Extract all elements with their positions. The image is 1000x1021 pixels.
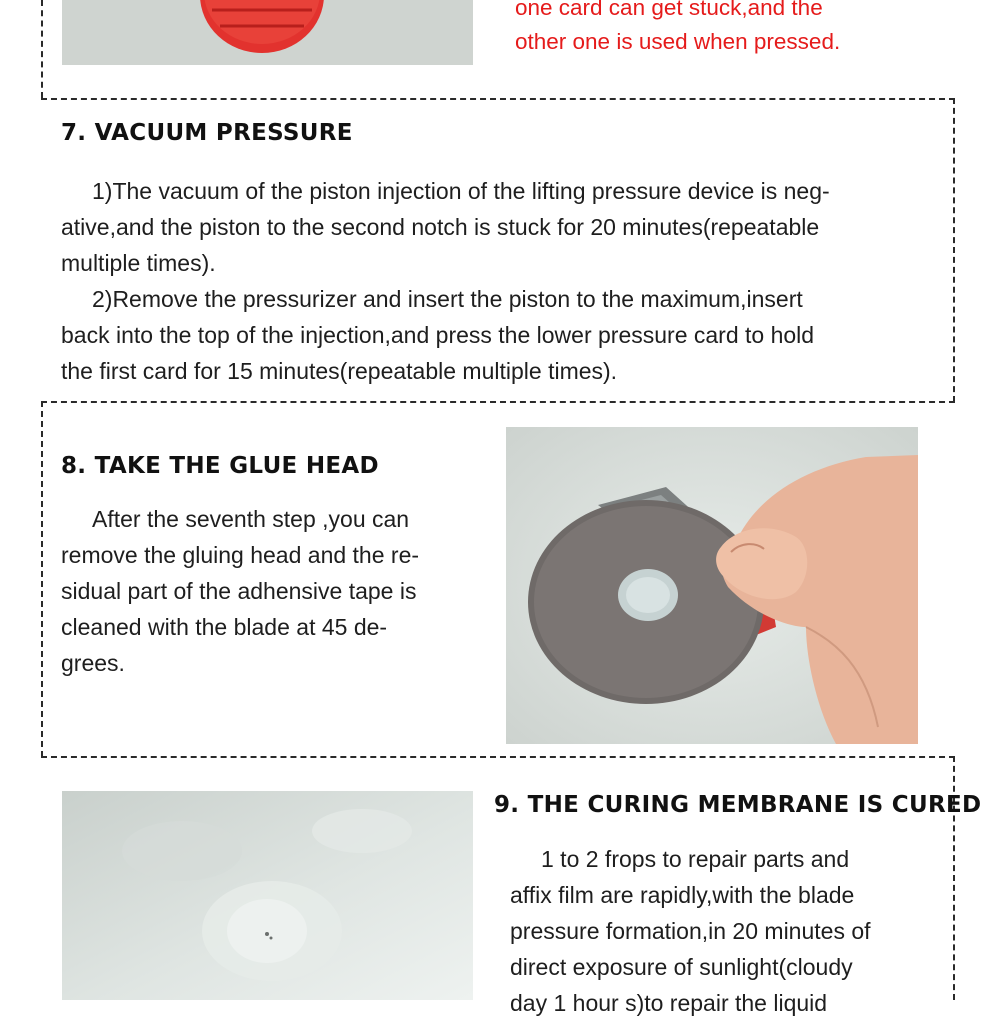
body-line: After the seventh step ,you can [92,506,410,532]
body-line: grees. [61,650,125,676]
top-note-line: other one is used when pressed. [515,29,841,54]
border-segment [41,401,43,757]
body-line: sidual part of the adhensive tape is [61,578,417,604]
hand-removing-glue-head-photo [506,427,918,744]
body-line: day 1 hour s)to repair the liquid [510,990,828,1016]
body-line: the first card for 15 minutes(repeatable multiple times). [61,358,618,384]
section-8-body [61,501,419,681]
section-8-title: 8. TAKE THE GLUE HEAD [61,453,379,479]
body-line: affix film are rapidly,with the blade [510,882,855,908]
red-tool-photo [62,0,473,65]
body-line: 1 to 2 frops to repair parts and [541,846,850,872]
section-divider [41,98,955,100]
body-line: pressure formation,in 20 minutes of [510,918,871,944]
section-7-title: 7. VACUUM PRESSURE [61,120,353,146]
body-line: 1)The vacuum of the piston injection of the lifting pressure device is neg- [92,178,830,204]
section-9-title: 9. THE CURING MEMBRANE IS CURED [494,792,982,818]
body-line: back into the top of the injection,and press the lower pressure card to hold [61,322,815,348]
body-line: remove the gluing head and the re- [61,542,420,568]
section-9-body [510,841,871,1021]
section-7-body [61,173,830,389]
border-segment [953,98,955,402]
body-line: 2)Remove the pressurizer and insert the piston to the maximum,insert [92,286,803,312]
body-line: ative,and the piston to the second notch is stuck for 20 minutes(repeatable [61,214,820,240]
body-line: cleaned with the blade at 45 de- [61,614,388,640]
top-note [515,0,840,59]
section-divider [41,756,955,758]
body-line: multiple times). [61,250,216,276]
border-segment [41,0,43,98]
section-divider [41,401,955,403]
cured-glass-photo [62,791,473,1000]
body-line: direct exposure of sunlight(cloudy [510,954,853,980]
top-note-line: one card can get stuck,and the [515,0,823,20]
